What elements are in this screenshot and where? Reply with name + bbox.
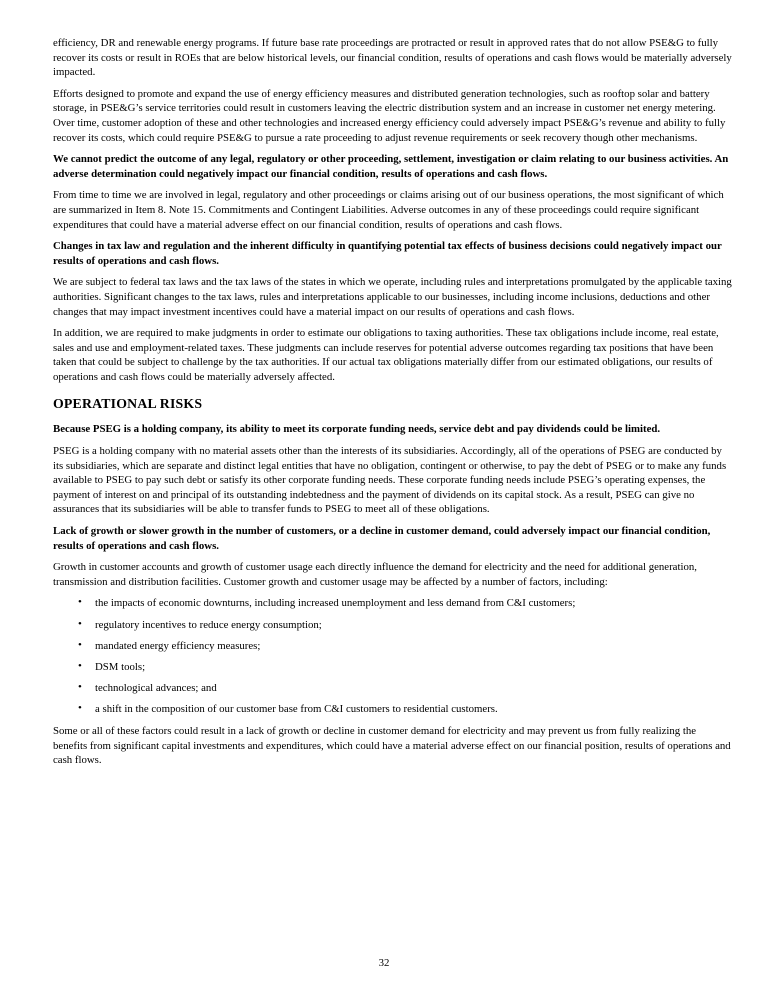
- bullet-item: • technological advances; and: [53, 681, 732, 696]
- paragraph: We are subject to federal tax laws and the tax laws of the states in which we operate, including rules and interpretations promulgated by the applicable taxing authorities. Significant changes to the tax laws, rules and interpretations applicable to our businesses, including income inclusions, deductions and other changes that may impact investment incentives could have a material impact on our results of operations and cash flows.: [53, 276, 732, 318]
- bullet-list: [53, 596, 732, 717]
- paragraph: In addition, we are required to make judgments in order to estimate our obligations to taxing authorities. These tax obligations include income, real estate, sales and use and employment-related taxes. These judgments can include reserves for potential adverse outcomes regarding tax positions that have been taken that could be subject to challenge by the tax authorities. If our actual tax obligations materially differ from our estimated obligations, our results of operations and cash flows could be materially adversely affected.: [53, 327, 719, 383]
- bold-heading: Lack of growth or slower growth in the number of customers, or a decline in customer demand, could adversely impact our financial condition, results of operations and cash flows.: [53, 525, 711, 552]
- paragraph: From time to time we are involved in legal, regulatory and other proceedings or claims arising out of our business operations, the most significant of which are summarized in Item 8. Note 15. Commitments and Contingent Liabilities. Adverse outcomes in any of these proceedings could require significant expenditures that could have a material adverse effect on our financial condition, results of operations and cash flows.: [53, 189, 724, 231]
- paragraph: Efforts designed to promote and expand the use of energy efficiency measures and distributed generation technologies, such as rooftop solar and battery storage, in PSE&G’s service territories could result in customers leaving the electric distribution system and an increase in customer net energy metering. Over time, customer adoption of these and other technologies and increased energy efficiency could adversely impact PSE&G’s revenue and ability to fully recover its costs, which could require PSE&G to pursue a rate proceeding to adjust revenue requirements or seek recovery though other mechanisms.: [53, 87, 726, 144]
- bullet-item: • the impacts of economic downturns, including increased unemployment and less demand from C&I customers;: [53, 596, 732, 611]
- section-heading: OPERATIONAL RISKS: [53, 396, 203, 412]
- page-number: 32: [378, 957, 390, 969]
- paragraph: Some or all of these factors could result in a lack of growth or decline in customer demand for electricity and may prevent us from fully realizing the benefits from significant capital investments and expenditures, which could have a material adverse effect on our financial position, results of operations and cash flows.: [53, 724, 731, 767]
- bold-heading: Changes in tax law and regulation and the inherent difficulty in quantifying potential tax effects of business decisions could negatively impact our results of operations and cash flows.: [53, 240, 722, 267]
- document-content: [53, 36, 732, 775]
- bullet-item: • a shift in the composition of our customer base from C&I customers to residential customers.: [53, 702, 732, 717]
- paragraph: PSEG is a holding company with no material assets other than the interests of its subsidiaries. Accordingly, all of the operations of PSEG are conducted by its subsidiaries, which are separate and distinct legal entities that have no obligation, contingent or otherwise, to pay the debt of PSEG or to make any funds available to PSEG to pay such debt or satisfy its other corporate funding needs. These corporate funding needs include PSEG’s operating expenses, the payment of interest on and principal of its outstanding indebtedness and the payment of dividends on its capital stock. As a result, PSEG can give no assurances that its subsidiaries will be able to transfer funds to PSEG to meet all of these obligations.: [53, 445, 727, 516]
- bullet-item: • mandated energy efficiency measures;: [53, 639, 732, 654]
- paragraph: efficiency, DR and renewable energy programs. If future base rate proceedings are protracted or result in approved rates that do not allow PSE&G to fully recover its costs or result in ROEs that are below historical levels, our financial condition, results of operations and cash flows would be materially adversely impacted.: [53, 37, 732, 79]
- bold-heading: We cannot predict the outcome of any legal, regulatory or other proceeding, settlement, investigation or claim relating to our business activities. An adverse determination could negatively impact our financial condition, results of operations and cash flows.: [53, 153, 729, 180]
- bullet-item: • DSM tools;: [53, 660, 732, 675]
- bold-heading: Because PSEG is a holding company, its ability to meet its corporate funding needs, service debt and pay dividends could be limited.: [53, 423, 661, 436]
- bullet-item: • regulatory incentives to reduce energy consumption;: [53, 618, 732, 633]
- paragraph: Growth in customer accounts and growth of customer usage each directly influence the demand for electricity and the need for additional generation, transmission and distribution facilities. Customer growth and customer usage may be affected by a number of factors, including:: [53, 561, 697, 588]
